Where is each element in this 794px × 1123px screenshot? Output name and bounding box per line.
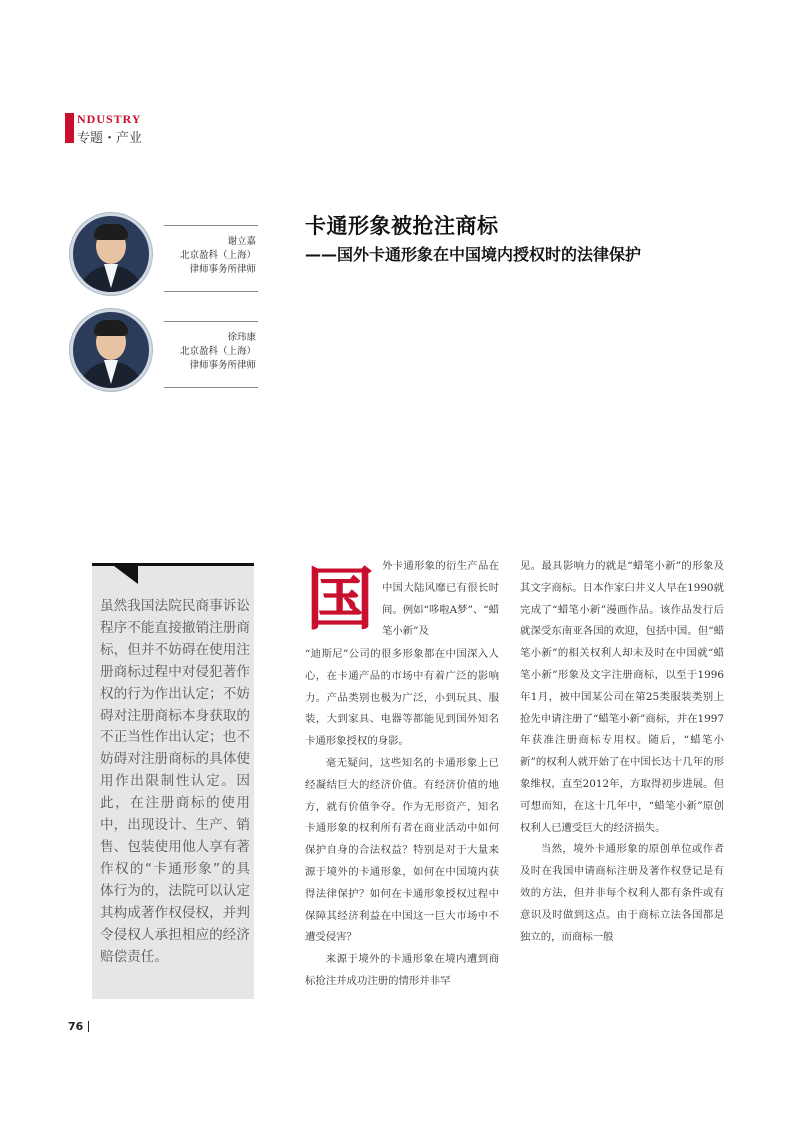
section-letter-mark bbox=[65, 113, 74, 143]
body-col1 bbox=[305, 644, 499, 993]
page-number: 76 bbox=[68, 1020, 84, 1033]
body-col1-p2: 毫无疑问，这些知名的卡通形象上已经凝结巨大的经济价值。有经济价值的地方，就有价值争夺。作为无形资产，知名卡通形象的权利所有者在商业活动中如何保护自身的合法权益？特别是对于大量来源于境外的卡通形象，如何在中国境内获得法律保护？如何在卡通形象授权过程中保障其经济利益在中国这一巨大市场中不遭受侵害？ bbox=[305, 756, 499, 944]
author-1-name: 谢立嘉 bbox=[227, 236, 256, 247]
body-col2-p1: 见。最具影响力的就是“蜡笔小新”的形象及其文字商标。日本作家臼井义人早在1990就完成了“蜡笔小新”漫画作品。该作品发行后就深受东南亚各国的欢迎，包括中国。但“蜡笔小新”的相关权利人却未及时在中国就“蜡笔小新”形象及文字注册商标，以至于1996年1月，被中国某公司在第25类服装类别上抢先申请注册了“蜡笔小新”商标，并在1997年获准注册商标专用权。随后，“蜡笔小新”的权利人就开始了在中国长达十几年的形象维权，直至2012年，方取得初步进展。但可想而知，在这十几年中，“蜡笔小新”原创权利人已遭受巨大的经济损失。 bbox=[520, 560, 724, 834]
body-col2-p2: 当然，境外卡通形象的原创单位或作者及时在我国申请商标注册及著作权登记是有效的方法，但并非每个权利人都有条件或有意识及时做到这点。由于商标立法各国都是独立的，而商标一般 bbox=[520, 843, 724, 943]
author-1-firm-line2: 律师事务所律师 bbox=[189, 264, 256, 275]
body-col2 bbox=[520, 556, 724, 948]
author-2-top-rule bbox=[164, 321, 258, 322]
author-1-bottom-rule bbox=[164, 291, 258, 292]
author-2-firm-line2: 律师事务所律师 bbox=[189, 360, 256, 371]
pull-quote-corner-mark bbox=[114, 566, 138, 584]
article-subtitle: ——国外卡通形象在中国境内授权时的法律保护 bbox=[305, 245, 642, 264]
author-2-name: 徐玮康 bbox=[227, 332, 256, 343]
body-col1-intro bbox=[382, 556, 499, 643]
author-1-avatar bbox=[70, 213, 152, 295]
body-col1-intro-text: 外卡通形象的衍生产品在中国大陆风靡已有很长时间。例如“哆啦A梦”、“蜡笔小新”及 bbox=[382, 560, 499, 638]
section-english-label: NDUSTRY bbox=[77, 112, 142, 126]
author-2-avatar bbox=[70, 309, 152, 391]
author-2-info bbox=[164, 331, 256, 373]
article-title: 卡通形象被抢注商标 bbox=[305, 214, 499, 238]
pull-quote-text: 虽然我国法院民商事诉讼程序不能直接撤销注册商标，但并不妨碍在使用注册商标过程中对侵犯著作权的行为作出认定；不妨碍对注册商标本身获取的不正当性作出认定；也不妨碍对注册商标的具体使用作出限制性认定。因此，在注册商标的使用中，出现设计、生产、销售、包装使用他人享有著作权的“卡通形象”的具体行为的，法院可以认定其构成著作权侵权，并判令侵权人承担相应的经济赔偿责任。 bbox=[100, 598, 250, 965]
author-1-firm-line1: 北京盈科（上海） bbox=[179, 250, 256, 261]
body-col1-p3: 来源于境外的卡通形象在境内遭到商标抢注并成功注册的情形并非罕 bbox=[305, 953, 499, 987]
page-number-divider bbox=[88, 1021, 89, 1032]
author-2-bottom-rule bbox=[164, 387, 258, 388]
section-chinese-label: 专题・产业 bbox=[77, 131, 143, 146]
drop-cap: 国 bbox=[305, 560, 374, 640]
body-col1-p1-rest: “迪斯尼”公司的很多形象都在中国深入人心，在卡通产品的市场中有着广泛的影响力。产品类别也极为广泛，小到玩具、服装，大到家具、电器等都能见到国外知名卡通形象授权的身影。 bbox=[305, 648, 499, 748]
author-1-top-rule bbox=[164, 225, 258, 226]
author-2-firm-line1: 北京盈科（上海） bbox=[179, 346, 256, 357]
author-1-info bbox=[164, 235, 256, 277]
